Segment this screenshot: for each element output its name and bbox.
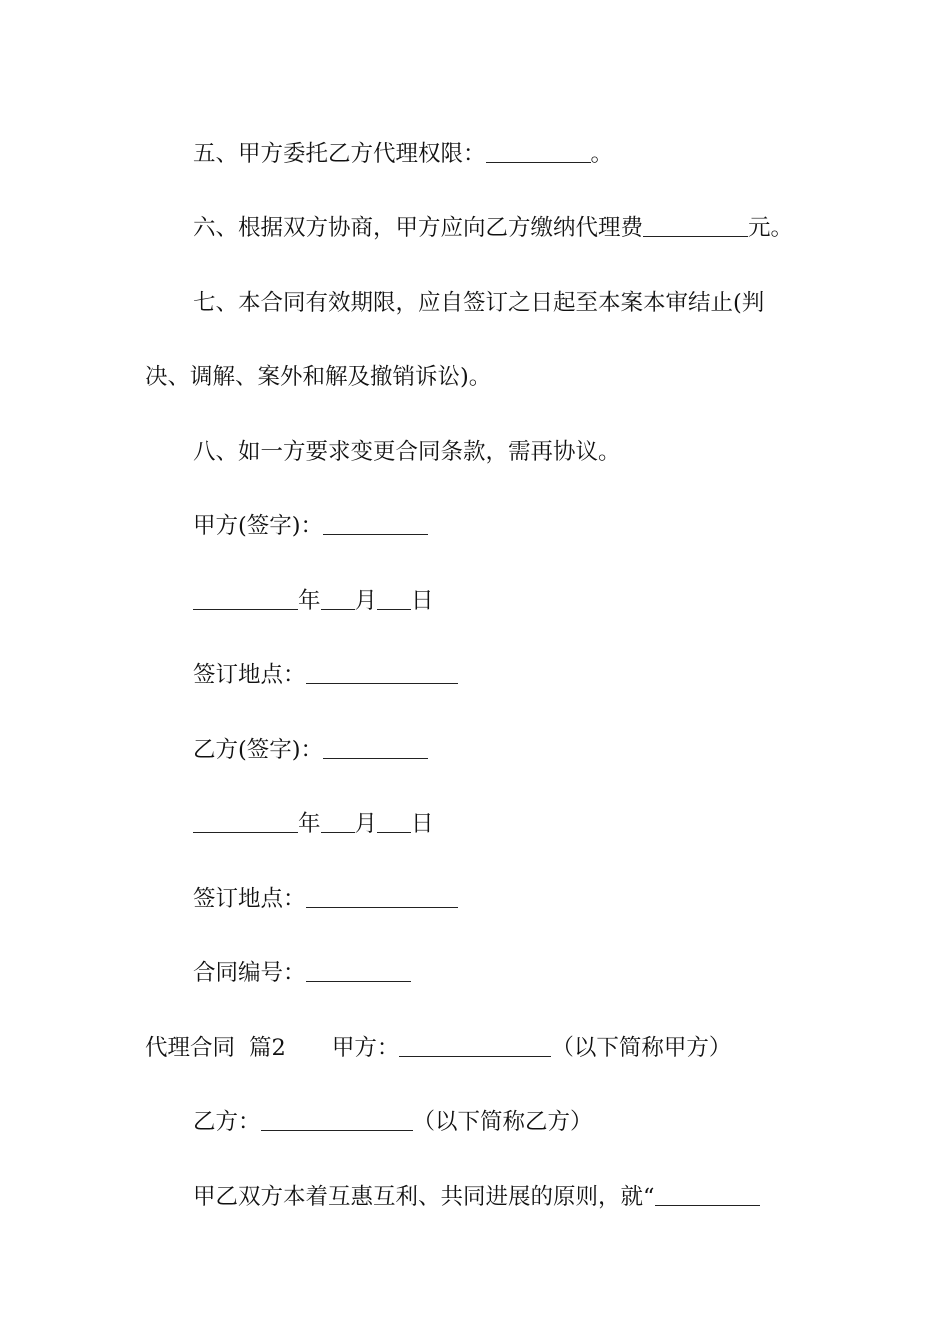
month-blank	[321, 587, 355, 610]
party-b-signature-line	[193, 735, 810, 765]
sign-place-label: 签订地点：	[193, 662, 306, 688]
blank-field	[643, 214, 748, 237]
place-blank	[306, 661, 458, 684]
party-a-signature-line	[193, 511, 810, 541]
party-b-sign-label: 乙方(签字)：	[193, 737, 324, 763]
month-label: 月	[354, 811, 378, 837]
clause-6-text: 六、根据双方协商，甲方应向乙方缴纳代理费	[193, 215, 644, 241]
month-label: 月	[354, 588, 378, 614]
closing-blank	[655, 1183, 760, 1206]
sign-place-label: 签订地点：	[193, 886, 306, 912]
contract-number-label: 合同编号：	[193, 960, 306, 986]
day-blank	[377, 587, 411, 610]
place-blank	[306, 885, 458, 908]
section-title: 代理合同	[145, 1035, 236, 1061]
party-b-label: 乙方：	[193, 1109, 261, 1135]
clause-5-end: 。	[590, 141, 614, 167]
clause-6	[193, 213, 810, 243]
party-a-note: （以下简称甲方）	[551, 1035, 732, 1061]
party-b-blank	[261, 1108, 413, 1131]
blank-field	[486, 140, 591, 163]
closing-paragraph	[193, 1182, 810, 1212]
party-b-place-line	[193, 884, 810, 914]
year-blank	[193, 810, 298, 833]
clause-5	[193, 139, 810, 169]
clause-6-end: 元。	[748, 215, 794, 241]
contract-number-blank	[306, 959, 411, 982]
day-label: 日	[411, 588, 434, 614]
section-number: 篇2	[249, 1035, 286, 1061]
party-b-line	[193, 1107, 810, 1137]
signature-blank	[323, 736, 428, 759]
contract-number-line	[193, 958, 810, 988]
closing-text: 甲乙双方本着互惠互利、共同进展的原则，就“	[193, 1184, 655, 1210]
year-blank	[193, 587, 298, 610]
clause-8-text: 八、如一方要求变更合同条款，需再协议。	[193, 439, 621, 465]
party-a-sign-label: 甲方(签字)：	[193, 513, 324, 539]
party-a-date-line	[193, 586, 810, 616]
day-label: 日	[411, 811, 434, 837]
clause-7-text-b: 决、调解、案外和解及撤销诉讼)。	[145, 364, 492, 390]
clause-7-line2	[145, 362, 810, 392]
month-blank	[321, 810, 355, 833]
section-2-header	[145, 1033, 810, 1063]
party-b-date-line	[193, 809, 810, 839]
year-label: 年	[298, 811, 321, 837]
signature-blank	[323, 512, 428, 535]
clause-8	[193, 437, 810, 467]
clause-7-line1	[193, 288, 810, 318]
clause-7-text-a: 七、本合同有效期限，应自签订之日起至本案本审结止(判	[193, 290, 765, 316]
year-label: 年	[298, 588, 321, 614]
party-a-label: 甲方：	[331, 1035, 400, 1061]
party-a-place-line	[193, 660, 810, 690]
day-blank	[377, 810, 411, 833]
clause-5-text: 五、甲方委托乙方代理权限：	[193, 141, 486, 167]
party-b-note: （以下简称乙方）	[412, 1109, 593, 1135]
party-a-blank	[399, 1034, 551, 1057]
